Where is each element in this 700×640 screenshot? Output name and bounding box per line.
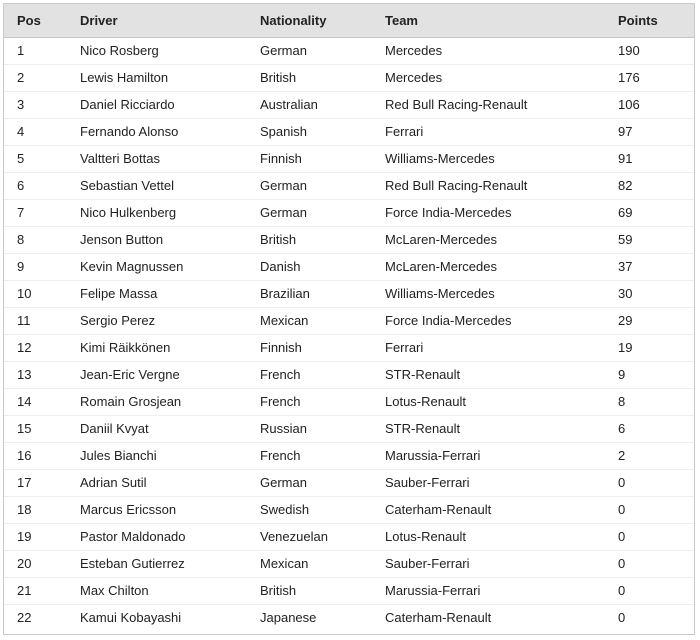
table-row (4, 145, 694, 172)
cell-driver: Max Chilton (67, 577, 247, 604)
table-row (4, 91, 694, 118)
cell-nationality: Russian (247, 415, 372, 442)
table-row (4, 172, 694, 199)
cell-pos: 2 (4, 64, 67, 91)
cell-team: Lotus-Renault (372, 388, 605, 415)
table-row (4, 280, 694, 307)
cell-points: 8 (605, 388, 694, 415)
cell-points: 59 (605, 226, 694, 253)
cell-nationality: German (247, 172, 372, 199)
cell-pos: 12 (4, 334, 67, 361)
cell-nationality: Spanish (247, 118, 372, 145)
cell-driver: Romain Grosjean (67, 388, 247, 415)
cell-pos: 22 (17, 610, 32, 626)
table-row (4, 334, 694, 361)
cell-pos: 14 (4, 388, 67, 415)
cell-nationality: Brazilian (247, 280, 372, 307)
cell-points: 0 (605, 577, 694, 604)
cell-pos: 21 (4, 577, 67, 604)
table-row (4, 496, 694, 523)
table-row (4, 388, 694, 415)
header-team: Team (372, 4, 605, 37)
table-row (4, 469, 694, 496)
cell-team: Mercedes (372, 37, 605, 64)
cell-nationality: French (247, 442, 372, 469)
table-row (4, 199, 694, 226)
cell-driver: Felipe Massa (67, 280, 247, 307)
cell-points: 0 (605, 496, 694, 523)
cell-points: 37 (605, 253, 694, 280)
cell-pos: 20 (4, 550, 67, 577)
header-pos: Pos (4, 4, 67, 37)
table-row (4, 415, 694, 442)
cell-points: 97 (605, 118, 694, 145)
cell-points: 91 (605, 145, 694, 172)
cell-points: 19 (605, 334, 694, 361)
cell-pos: 3 (4, 91, 67, 118)
cell-nationality: British (247, 226, 372, 253)
cell-nationality: Venezuelan (247, 523, 372, 550)
cell-nationality: Finnish (247, 145, 372, 172)
cell-nationality: German (247, 199, 372, 226)
cell-driver: Jean-Eric Vergne (67, 361, 247, 388)
header-nationality: Nationality (247, 4, 372, 37)
cell-points: 9 (605, 361, 694, 388)
cell-team: STR-Renault (372, 415, 605, 442)
cell-pos: 8 (4, 226, 67, 253)
cell-nationality: German (247, 37, 372, 64)
cell-points: 69 (605, 199, 694, 226)
cell-driver: Daniil Kvyat (67, 415, 247, 442)
cell-nationality: French (247, 388, 372, 415)
table-row (4, 253, 694, 280)
cell-team: Ferrari (372, 334, 605, 361)
cell-nationality: German (247, 469, 372, 496)
table-row (4, 604, 694, 631)
cell-pos: 19 (4, 523, 67, 550)
cell-nationality: British (247, 64, 372, 91)
cell-driver: Kevin Magnussen (67, 253, 247, 280)
cell-points: 0 (605, 550, 694, 577)
cell-nationality: Japanese (260, 610, 317, 626)
cell-team: Red Bull Racing-Renault (372, 172, 605, 199)
cell-driver: Fernando Alonso (67, 118, 247, 145)
cell-pos: 13 (4, 361, 67, 388)
cell-team: STR-Renault (372, 361, 605, 388)
cell-team: Caterham-Renault (385, 610, 492, 626)
cell-pos: 4 (4, 118, 67, 145)
cell-driver: Kamui Kobayashi (80, 610, 182, 626)
cell-driver: Nico Hulkenberg (67, 199, 247, 226)
cell-team: Williams-Mercedes (372, 145, 605, 172)
table-row (4, 442, 694, 469)
cell-nationality: French (247, 361, 372, 388)
cell-team: McLaren-Mercedes (372, 253, 605, 280)
cell-driver: Esteban Gutierrez (67, 550, 247, 577)
cell-driver: Sebastian Vettel (67, 172, 247, 199)
cell-points: 2 (605, 442, 694, 469)
header-row (4, 4, 694, 37)
cell-driver: Valtteri Bottas (67, 145, 247, 172)
cell-pos: 10 (4, 280, 67, 307)
cell-pos: 15 (4, 415, 67, 442)
header-points: Points (605, 4, 694, 37)
cell-team: Sauber-Ferrari (372, 469, 605, 496)
cell-team: Sauber-Ferrari (372, 550, 605, 577)
cell-points: 30 (605, 280, 694, 307)
table-row (4, 307, 694, 334)
cell-driver: Pastor Maldonado (67, 523, 247, 550)
cell-team: Mercedes (372, 64, 605, 91)
cell-pos: 6 (4, 172, 67, 199)
cell-team: Force India-Mercedes (372, 199, 605, 226)
cell-pos: 11 (4, 307, 67, 334)
cell-points: 6 (605, 415, 694, 442)
cell-driver: Daniel Ricciardo (67, 91, 247, 118)
table-row (4, 226, 694, 253)
table-row (4, 523, 694, 550)
cell-driver: Kimi Räikkönen (67, 334, 247, 361)
cell-pos: 16 (4, 442, 67, 469)
cell-nationality: Finnish (247, 334, 372, 361)
table-row (4, 361, 694, 388)
cell-driver: Nico Rosberg (67, 37, 247, 64)
cell-pos: 17 (4, 469, 67, 496)
cell-nationality: Swedish (247, 496, 372, 523)
driver-standings-table (4, 4, 694, 631)
table-row (4, 577, 694, 604)
table-row (4, 64, 694, 91)
cell-team: Marussia-Ferrari (372, 577, 605, 604)
cell-team: Williams-Mercedes (372, 280, 605, 307)
cell-points: 0 (605, 469, 694, 496)
cell-points: 82 (605, 172, 694, 199)
cell-pos: 9 (4, 253, 67, 280)
cell-driver: Lewis Hamilton (67, 64, 247, 91)
cell-team: Force India-Mercedes (372, 307, 605, 334)
cell-points: 176 (605, 64, 694, 91)
cell-points: 0 (618, 610, 626, 626)
cell-team: McLaren-Mercedes (372, 226, 605, 253)
cell-team: Marussia-Ferrari (372, 442, 605, 469)
table-row (4, 118, 694, 145)
cell-nationality: Danish (247, 253, 372, 280)
cell-team: Ferrari (372, 118, 605, 145)
cell-pos: 18 (4, 496, 67, 523)
cell-nationality: Mexican (247, 307, 372, 334)
table-row (4, 37, 694, 64)
cell-nationality: Australian (247, 91, 372, 118)
cell-driver: Adrian Sutil (67, 469, 247, 496)
header-driver: Driver (67, 4, 247, 37)
cell-driver: Sergio Perez (67, 307, 247, 334)
table-row (4, 550, 694, 577)
cell-nationality: Mexican (247, 550, 372, 577)
cell-points: 0 (605, 523, 694, 550)
cell-nationality: British (247, 577, 372, 604)
cell-team: Lotus-Renault (372, 523, 605, 550)
cell-pos: 5 (4, 145, 67, 172)
cell-points: 190 (605, 37, 694, 64)
cell-driver: Jules Bianchi (67, 442, 247, 469)
cell-driver: Marcus Ericsson (67, 496, 247, 523)
cell-team: Caterham-Renault (372, 496, 605, 523)
cell-points: 106 (605, 91, 694, 118)
standings-table-frame (3, 3, 695, 635)
cell-pos: 1 (4, 37, 67, 64)
cell-points: 29 (605, 307, 694, 334)
cell-team: Red Bull Racing-Renault (372, 91, 605, 118)
cell-pos: 7 (4, 199, 67, 226)
cell-driver: Jenson Button (67, 226, 247, 253)
